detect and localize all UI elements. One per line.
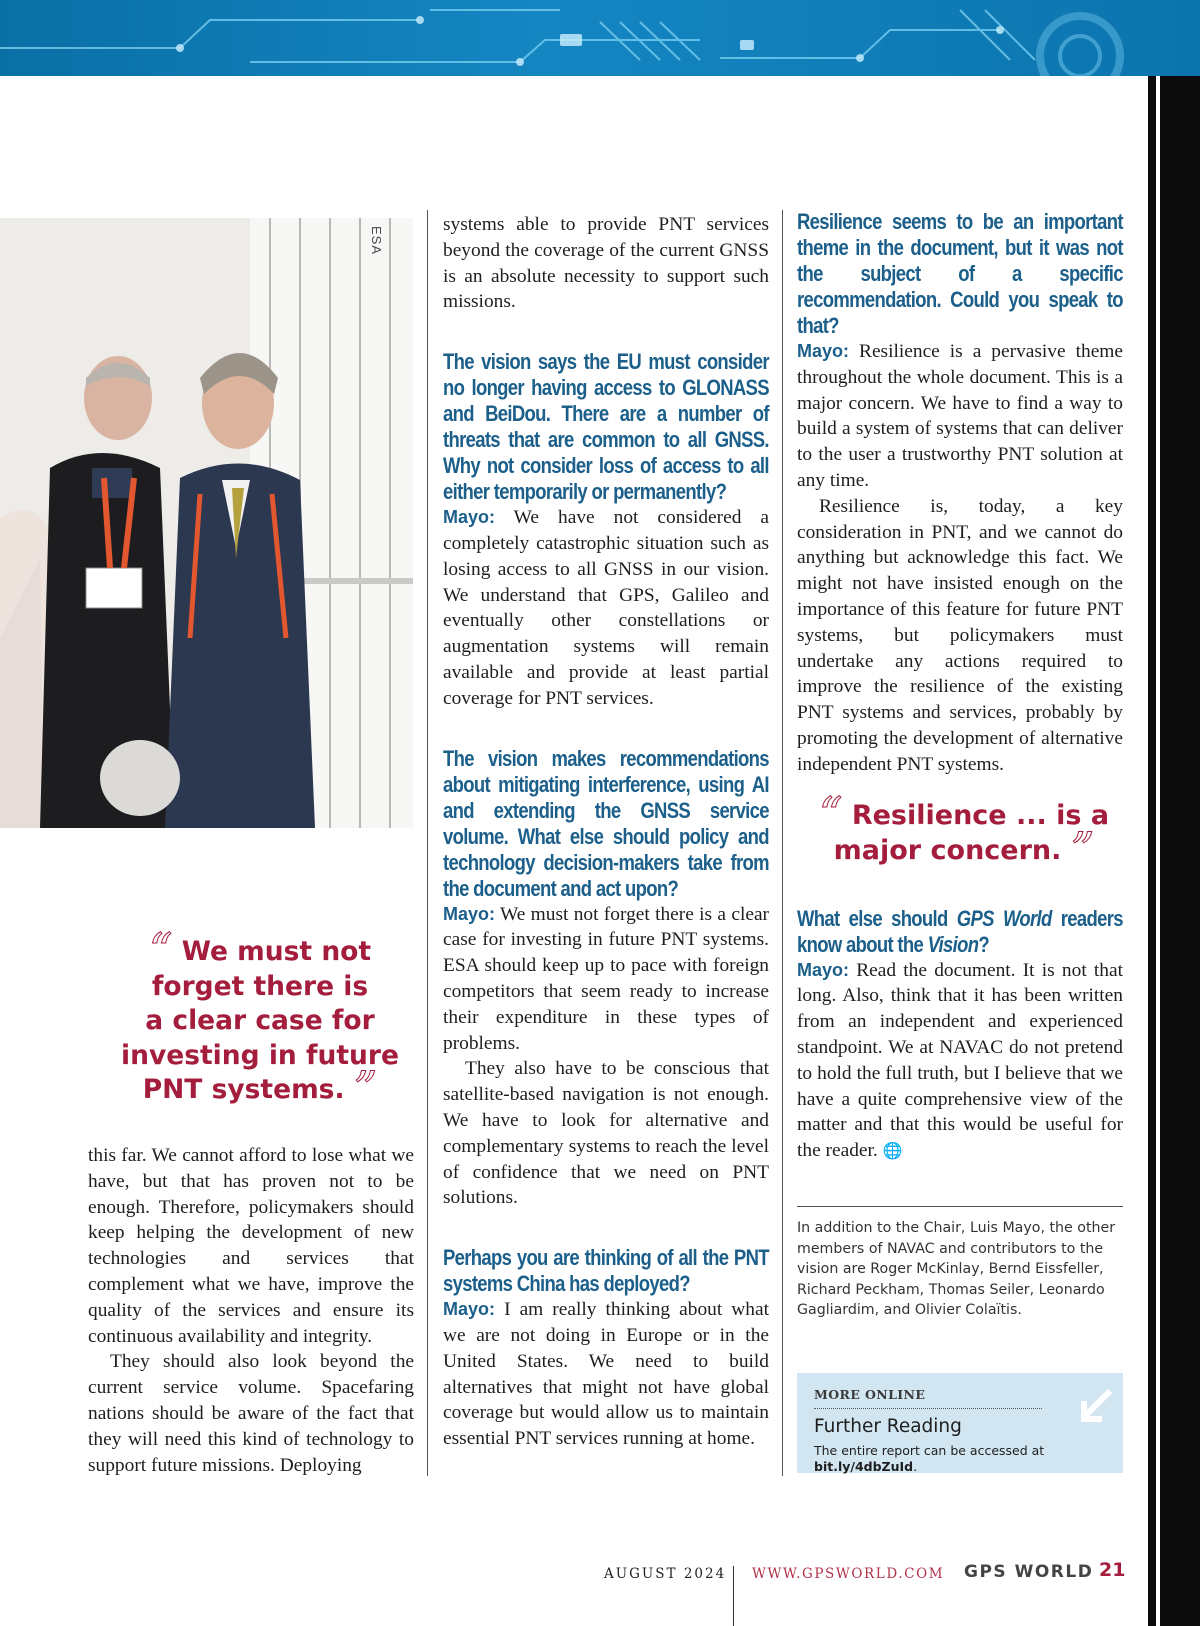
article-column-2 bbox=[443, 212, 769, 1452]
pull-quote-investing bbox=[110, 923, 410, 1115]
question-text: readers know about the bbox=[797, 905, 1123, 957]
question-emphasis: GPS World bbox=[956, 905, 1052, 931]
answer-text: Resilience is a pervasive theme throughout the whole document. This is a major concern. We have to find a way to build a system of systems that can deliver to the user a trustworthy PNT solution at any time. bbox=[797, 341, 1123, 491]
speaker-label: Mayo: bbox=[443, 903, 496, 924]
question-text: What else should bbox=[797, 905, 957, 931]
dotted-divider bbox=[814, 1408, 1042, 1409]
speaker-label: Mayo: bbox=[443, 507, 496, 528]
magazine-name: GPS WORLD bbox=[964, 1562, 1094, 1582]
further-reading-description bbox=[814, 1443, 1054, 1475]
more-online-label: MORE ONLINE bbox=[814, 1387, 926, 1402]
pull-quote-resilience bbox=[806, 787, 1122, 876]
interview-question: Perhaps you are thinking of all the PNT systems China has deployed? bbox=[443, 1245, 769, 1297]
answer-text: Read the document. It is not that long. Also, think that it has been written from an independent and experienced standpoint. We at NAVAC do not pretend to hold the full truth, but I believe that we have a quite comprehensive view of the matter and that this would be useful for the reader. bbox=[797, 959, 1123, 1162]
pull-quote-line: We must not bbox=[181, 936, 372, 967]
arrow-down-left-icon bbox=[1080, 1389, 1114, 1423]
answer-paragraph: Resilience is, today, a key consideration in PNT, and we cannot do anything but acknowledge this fact. We might not have insisted enough on the importance of this feature for future PNT systems, but policymakers must undertake any actions required to improve the resilience of the existing PNT systems and services, probably by promoting the development of alternative independent PNT systems. bbox=[797, 495, 1123, 775]
issue-date: AUGUST 2024 bbox=[604, 1566, 727, 1582]
answer-paragraph bbox=[443, 505, 769, 711]
description-text: . bbox=[913, 1459, 918, 1474]
question-text: ? bbox=[978, 931, 989, 957]
answer-paragraph: They also have to be conscious that satellite-based navigation is not enough. We have to look for alternative and complementary systems to reach the level of confidence that we need on PNT solutions. bbox=[443, 1058, 769, 1209]
interview-question: Resilience seems to be an important theme in the document, but it was not the subject of a specific recommendation. Could you speak to that? bbox=[797, 209, 1123, 338]
close-quote-icon: ” bbox=[353, 1061, 378, 1115]
body-paragraph: this far. We cannot afford to lose what we have, but that has proven not to be enough. Therefore, policymakers should keep helping the development of new technologies and services that complement what we have, improve the quality of the services and ensure its continuous availability and integrity. bbox=[88, 1145, 414, 1347]
footer-divider bbox=[733, 1566, 734, 1626]
body-paragraph: They should also look beyond the current service volume. Spacefaring nations should be aware of the fact that they will need this kind of technology to support future missions. Deploying bbox=[88, 1351, 414, 1476]
further-reading-title: Further Reading bbox=[814, 1416, 962, 1437]
interview-question bbox=[797, 906, 1123, 958]
question-emphasis: Vision bbox=[927, 931, 979, 957]
answer-paragraph bbox=[797, 339, 1123, 494]
speaker-label: Mayo: bbox=[797, 959, 850, 980]
globe-end-icon: 🌐 bbox=[882, 1141, 903, 1161]
answer-text: We have not considered a completely catastrophic situation such as losing access to all GNSS in our vision. We understand that GPS, Galileo and eventually other constellations or augmentation systems will remain available and provide at least partial coverage for PNT services. bbox=[443, 507, 769, 709]
close-quote-icon: ” bbox=[1070, 822, 1095, 876]
speaker-label: Mayo: bbox=[797, 341, 850, 361]
contributors-note: In addition to the Chair, Luis Mayo, the other members of NAVAC and contributors to the vision are Roger McKinlay, Bernd Eissfeller, Richard Peckham, Thomas Seiler, Leonardo Gagliardim, and Olivier Colaïtis. bbox=[797, 1220, 1116, 1318]
answer-text: We must not forget there is a clear case for investing in future PNT systems. ESA should keep up to pace with foreign competitors that seem ready to increase their expenditure in these types of problems. bbox=[443, 903, 770, 1054]
photo-credit: ESA bbox=[369, 226, 384, 256]
column-rule-1 bbox=[427, 210, 428, 1476]
column-rule-2 bbox=[782, 210, 783, 1476]
answer-paragraph bbox=[443, 902, 769, 1057]
credits-divider bbox=[797, 1206, 1123, 1207]
pull-quote-line: PNT systems. bbox=[142, 1074, 345, 1105]
pull-quote-line: a clear case for bbox=[145, 1005, 375, 1036]
page-number: 21 bbox=[1099, 1559, 1126, 1581]
article-column-3 bbox=[797, 209, 1123, 1164]
website-url[interactable]: WWW.GPSWORLD.COM bbox=[752, 1566, 945, 1582]
open-quote-icon: “ bbox=[148, 923, 173, 977]
photo-two-men bbox=[0, 218, 413, 828]
pull-quote-line: major concern. bbox=[833, 835, 1062, 866]
speaker-label: Mayo: bbox=[443, 1299, 496, 1320]
pull-quote-line: forget there is bbox=[151, 970, 369, 1002]
interview-question: The vision makes recommendations about mitigating interference, using AI and extending the GNSS service volume. What else should policy and technology decision-makers take from the document and act upon? bbox=[443, 745, 769, 901]
description-text: The entire report can be accessed at bbox=[814, 1443, 1045, 1458]
answer-text: I am really thinking about what we are not doing in Europe or in the United States. We need to build alternatives that might not have global coverage but would allow us to maintain essential PNT services running at home. bbox=[443, 1299, 769, 1450]
pull-quote-line: Resilience ... is a bbox=[851, 800, 1110, 831]
open-quote-icon: “ bbox=[818, 787, 843, 841]
article-column-1 bbox=[88, 1143, 414, 1478]
interview-question: The vision says the EU must consider no longer having access to GLONASS and BeiDou. There are a number of threats that are common to all GNSS. Why not consider loss of access to all either temporarily or permanently? bbox=[443, 349, 769, 505]
more-online-box[interactable] bbox=[797, 1373, 1123, 1473]
answer-paragraph bbox=[443, 1297, 769, 1452]
page-edge-line bbox=[1156, 76, 1160, 1626]
body-paragraph: systems able to provide PNT services beyond the coverage of the current GNSS is an absolute necessity to support such missions. bbox=[443, 214, 769, 313]
report-link[interactable]: bit.ly/4dbZuId bbox=[814, 1459, 914, 1474]
header-circuit-banner bbox=[0, 0, 1200, 76]
pull-quote-line: investing in future bbox=[121, 1039, 399, 1071]
answer-paragraph bbox=[797, 958, 1123, 1164]
circuit-pattern-graphic bbox=[0, 0, 1200, 76]
